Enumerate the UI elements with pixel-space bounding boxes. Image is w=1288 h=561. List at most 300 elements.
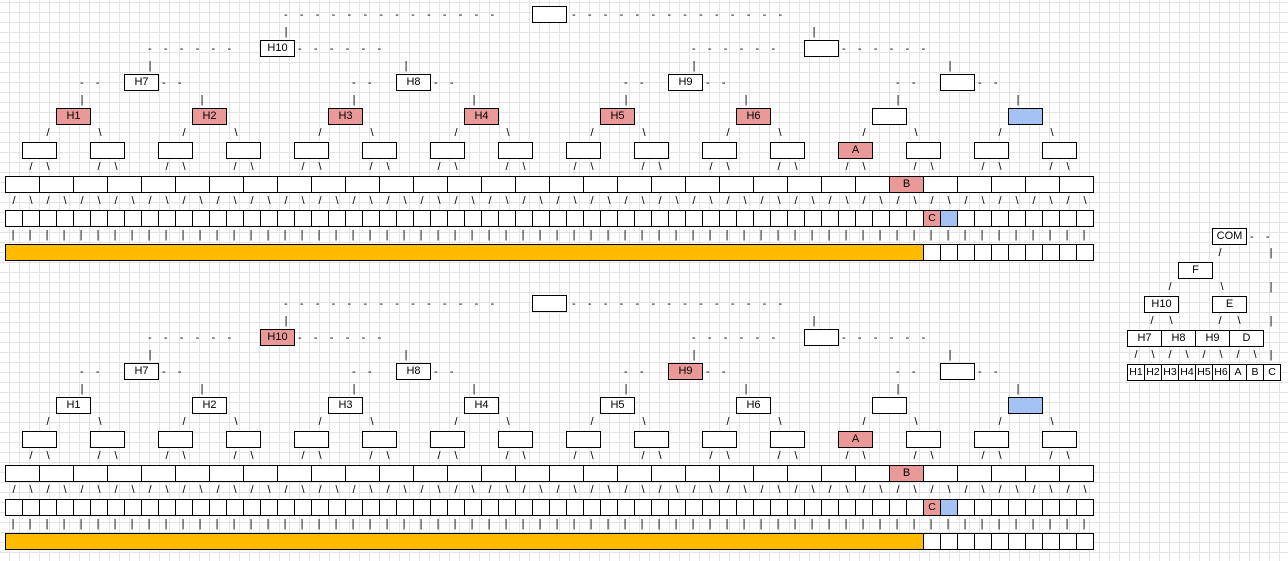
level2-dashes: - - <box>80 77 112 89</box>
level4-node <box>22 431 57 448</box>
leaf-node <box>1008 499 1026 516</box>
connector: / <box>726 484 730 496</box>
connector: | <box>691 518 695 530</box>
connector: / <box>845 161 849 173</box>
level4-node <box>158 142 193 159</box>
connector: | <box>572 229 576 241</box>
connector: | <box>96 229 100 241</box>
connector: | <box>1048 229 1052 241</box>
connector: | <box>521 229 525 241</box>
connector: | <box>538 229 542 241</box>
connector: \ <box>437 484 441 496</box>
level2-node: H9 <box>668 363 703 380</box>
level2-dashes: - - <box>434 366 466 378</box>
level3-node: H7 <box>1127 330 1162 347</box>
level4-node <box>294 142 329 159</box>
level5-node <box>685 176 720 193</box>
connector: | <box>80 383 84 395</box>
connector: | <box>692 349 696 361</box>
connector: \ <box>914 127 918 139</box>
level3-node <box>872 108 907 125</box>
connector: \ <box>199 484 203 496</box>
leaf-node: H3 <box>1161 364 1179 381</box>
connector: | <box>404 60 408 72</box>
level5-node <box>39 176 74 193</box>
connector: | <box>334 518 338 530</box>
level1-dashes: - - - - - - <box>148 332 244 344</box>
connector: | <box>812 315 816 327</box>
connector: | <box>402 518 406 530</box>
leaf-node <box>804 210 822 227</box>
level4-node <box>362 142 397 159</box>
level3-node: H9 <box>1195 330 1230 347</box>
connector: \ <box>743 484 747 496</box>
leaf-node <box>124 210 142 227</box>
connector: / <box>1049 161 1053 173</box>
connector: | <box>725 229 729 241</box>
e-node: E <box>1212 296 1247 313</box>
leaf-node: H4 <box>1178 364 1196 381</box>
leaf-node: C <box>923 499 941 516</box>
progress-cell <box>1008 244 1026 261</box>
connector: / <box>505 161 509 173</box>
level2-dashes: - - <box>624 77 656 89</box>
connector: | <box>674 518 678 530</box>
connector: \ <box>471 195 475 207</box>
leaf-node <box>872 499 890 516</box>
leaf-node <box>515 499 533 516</box>
connector: \ <box>573 484 577 496</box>
leaf-node <box>855 210 873 227</box>
connector: | <box>708 518 712 530</box>
connector: | <box>80 94 84 106</box>
connector: / <box>318 127 322 139</box>
level5-node <box>1059 465 1094 482</box>
connector: \ <box>46 450 50 462</box>
leaf-node <box>294 499 312 516</box>
connector: \ <box>506 127 510 139</box>
connector: / <box>97 450 101 462</box>
progress-cell <box>1076 244 1094 261</box>
root-dashes-left: - - - - - - - - - - - - - - <box>284 9 507 21</box>
connector: \ <box>318 450 322 462</box>
connector: | <box>130 518 134 530</box>
level5-node <box>379 465 414 482</box>
progress-cell <box>991 244 1009 261</box>
leaf-node <box>311 210 329 227</box>
connector: | <box>200 383 204 395</box>
level2-dashes: - - <box>352 366 384 378</box>
connector: | <box>472 94 476 106</box>
progress-bar <box>5 244 924 261</box>
level3-node: H1 <box>56 108 91 125</box>
level5-node <box>481 176 516 193</box>
connector: | <box>1082 229 1086 241</box>
connector: \ <box>114 450 118 462</box>
connector: | <box>249 229 253 241</box>
connector: | <box>759 518 763 530</box>
connector: | <box>1065 229 1069 241</box>
level5-node <box>991 176 1026 193</box>
connector: / <box>556 484 560 496</box>
connector: \ <box>63 195 67 207</box>
leaf-node <box>192 499 210 516</box>
connector: | <box>657 518 661 530</box>
level4-node <box>566 142 601 159</box>
connector: \ <box>642 416 646 428</box>
connector: | <box>45 229 49 241</box>
leaf-node <box>532 499 550 516</box>
leaf-node <box>447 499 465 516</box>
level5-node <box>1025 176 1060 193</box>
connector: \ <box>590 450 594 462</box>
connector: / <box>913 450 917 462</box>
level4-node <box>906 142 941 159</box>
level4-node <box>22 142 57 159</box>
connector: \ <box>233 484 237 496</box>
leaf-node <box>328 499 346 516</box>
leaf-node <box>685 499 703 516</box>
level2-dashes: - - <box>352 77 384 89</box>
level5-node <box>583 465 618 482</box>
level4-node <box>906 431 941 448</box>
connector: | <box>300 518 304 530</box>
connector: / <box>658 484 662 496</box>
leaf-node <box>770 499 788 516</box>
connector: \ <box>1220 281 1224 293</box>
leaf-node <box>1076 210 1094 227</box>
connector: | <box>487 229 491 241</box>
connector: | <box>623 229 627 241</box>
leaf-node <box>617 499 635 516</box>
leaf-node <box>73 210 91 227</box>
connector: | <box>79 518 83 530</box>
connector: / <box>641 161 645 173</box>
connector: / <box>46 416 50 428</box>
connector: \ <box>386 450 390 462</box>
connector: | <box>538 518 542 530</box>
connector: \ <box>981 195 985 207</box>
connector: / <box>505 450 509 462</box>
level5-node <box>549 176 584 193</box>
connector: \ <box>370 416 374 428</box>
leaf-node <box>651 499 669 516</box>
level1-dashes: - - - - - - <box>692 332 788 344</box>
connector: | <box>284 315 288 327</box>
connector: / <box>1066 484 1070 496</box>
connector: \ <box>505 195 509 207</box>
connector: / <box>1236 349 1240 361</box>
leaf-node <box>838 499 856 516</box>
connector: | <box>742 229 746 241</box>
connector: \ <box>1049 484 1053 496</box>
level5-node <box>209 176 244 193</box>
level3-node: H4 <box>464 108 499 125</box>
leaf-node <box>481 499 499 516</box>
connector: / <box>964 195 968 207</box>
level1-dashes: - - - - - - <box>842 43 938 55</box>
connector: | <box>1014 518 1018 530</box>
leaf-node: A <box>1229 364 1247 381</box>
leaf-node <box>549 499 567 516</box>
connector: \ <box>522 450 526 462</box>
connector: | <box>929 518 933 530</box>
connector: / <box>80 195 84 207</box>
leaf-node <box>532 210 550 227</box>
connector: / <box>454 127 458 139</box>
leaf-node <box>1059 210 1077 227</box>
connector: | <box>164 229 168 241</box>
level5-node <box>277 465 312 482</box>
connector: / <box>369 450 373 462</box>
connector: \ <box>1066 161 1070 173</box>
connector: / <box>862 127 866 139</box>
leaf-node <box>175 210 193 227</box>
leaf-node <box>345 499 363 516</box>
connector: | <box>744 383 748 395</box>
connector: | <box>1016 383 1020 395</box>
connector: / <box>318 416 322 428</box>
connector: | <box>472 383 476 395</box>
level5-node <box>719 465 754 482</box>
connector: | <box>504 518 508 530</box>
connector: / <box>522 195 526 207</box>
connector: | <box>640 229 644 241</box>
level4-node: A <box>838 431 873 448</box>
h10-node: H10 <box>1144 296 1179 313</box>
leaf-node <box>634 499 652 516</box>
level4-node <box>1042 142 1077 159</box>
connector: | <box>1082 518 1086 530</box>
leaf-node <box>345 210 363 227</box>
connector: / <box>590 195 594 207</box>
connector: \ <box>114 161 118 173</box>
progress-cell <box>1025 244 1043 261</box>
connector: / <box>828 195 832 207</box>
leaf-node <box>719 499 737 516</box>
leaf-node <box>90 499 108 516</box>
leaf-node <box>107 210 125 227</box>
leaf-node <box>56 210 74 227</box>
connector: | <box>946 229 950 241</box>
level5-node <box>243 465 278 482</box>
leaf-node <box>260 499 278 516</box>
progress-cell <box>1008 533 1026 550</box>
leaf-node <box>277 210 295 227</box>
leaf-node <box>668 499 686 516</box>
connector: \ <box>335 484 339 496</box>
level2-node <box>940 74 975 91</box>
connector: | <box>827 229 831 241</box>
level2-dashes: - - <box>978 366 1010 378</box>
leaf-node <box>39 499 57 516</box>
level5-node <box>311 465 346 482</box>
leaf-node <box>481 210 499 227</box>
level3-node: H8 <box>1161 330 1196 347</box>
progress-cell <box>974 244 992 261</box>
level2-dashes: - - <box>896 366 928 378</box>
root-dashes-right: - - - - - - - - - - - - - - <box>572 9 795 21</box>
connector: \ <box>63 484 67 496</box>
level2-dashes: - - <box>706 77 738 89</box>
leaf-node <box>974 499 992 516</box>
connector: \ <box>165 484 169 496</box>
connector: \ <box>573 195 577 207</box>
connector: \ <box>1015 195 1019 207</box>
connector: | <box>948 60 952 72</box>
level5-node <box>311 176 346 193</box>
connector: \ <box>947 195 951 207</box>
connector: \ <box>913 195 917 207</box>
connector: | <box>317 518 321 530</box>
leaf-node <box>821 499 839 516</box>
connector: | <box>284 26 288 38</box>
level5-node <box>923 465 958 482</box>
leaf-node: H1 <box>1127 364 1145 381</box>
connector: \ <box>879 484 883 496</box>
leaf-node <box>906 210 924 227</box>
connector: | <box>266 229 270 241</box>
connector: | <box>453 229 457 241</box>
connector: \ <box>642 127 646 139</box>
level1-dashes: - - - - - - <box>298 43 394 55</box>
f-node: F <box>1178 262 1213 279</box>
connector: \ <box>437 195 441 207</box>
level5-node <box>5 465 40 482</box>
leaf-node <box>56 499 74 516</box>
connector: / <box>148 195 152 207</box>
connector: | <box>1016 94 1020 106</box>
connector: | <box>232 229 236 241</box>
connector: / <box>930 484 934 496</box>
connector: \ <box>981 484 985 496</box>
connector: / <box>998 127 1002 139</box>
connector: / <box>114 484 118 496</box>
level4-node: A <box>838 142 873 159</box>
level4-node <box>158 431 193 448</box>
level3-node: H2 <box>192 397 227 414</box>
level5-node <box>73 465 108 482</box>
leaf-node <box>498 499 516 516</box>
connector: / <box>913 161 917 173</box>
connector: \ <box>913 484 917 496</box>
connector: | <box>1031 518 1035 530</box>
connector: | <box>878 229 882 241</box>
connector: | <box>896 383 900 395</box>
connector: | <box>997 229 1001 241</box>
connector: \ <box>318 161 322 173</box>
connector: \ <box>403 484 407 496</box>
level5-node <box>787 465 822 482</box>
leaf-node <box>991 210 1009 227</box>
connector: | <box>147 229 151 241</box>
leaf-node <box>889 499 907 516</box>
connector: | <box>572 518 576 530</box>
leaf-node <box>22 210 40 227</box>
connector: \ <box>505 484 509 496</box>
connector: \ <box>131 195 135 207</box>
leaf-node <box>1025 210 1043 227</box>
connector: / <box>981 450 985 462</box>
connector: / <box>182 416 186 428</box>
connector: | <box>725 518 729 530</box>
connector: | <box>352 94 356 106</box>
connector: \ <box>641 195 645 207</box>
progress-bar <box>5 533 924 550</box>
leaf-node <box>328 210 346 227</box>
level5-node <box>175 176 210 193</box>
connector: | <box>963 229 967 241</box>
level5-node: B <box>889 176 924 193</box>
connector: / <box>777 450 781 462</box>
connector: \ <box>658 161 662 173</box>
connector: \ <box>845 484 849 496</box>
leaf-node <box>787 210 805 227</box>
connector: | <box>419 229 423 241</box>
connector: | <box>28 229 32 241</box>
connector: / <box>862 416 866 428</box>
connector: \ <box>862 161 866 173</box>
leaf-node <box>583 210 601 227</box>
connector: \ <box>370 127 374 139</box>
connector: | <box>657 229 661 241</box>
level2-node: H7 <box>124 363 159 380</box>
connector: | <box>11 518 15 530</box>
level5-node <box>5 176 40 193</box>
connector: \ <box>97 195 101 207</box>
connector: / <box>216 484 220 496</box>
connector: | <box>1065 518 1069 530</box>
connector: \ <box>914 416 918 428</box>
connector: / <box>250 195 254 207</box>
level2-dashes: - - <box>624 366 656 378</box>
level4-node <box>634 431 669 448</box>
connector: | <box>912 229 916 241</box>
connector: / <box>12 484 16 496</box>
level5-node <box>1059 176 1094 193</box>
level5-node: B <box>889 465 924 482</box>
connector: / <box>1049 450 1053 462</box>
connector: | <box>385 518 389 530</box>
connector: | <box>215 229 219 241</box>
connector: \ <box>879 195 883 207</box>
progress-cell <box>991 533 1009 550</box>
connector: | <box>351 518 355 530</box>
connector: | <box>283 518 287 530</box>
connector: | <box>692 60 696 72</box>
level5-node <box>447 465 482 482</box>
level2-node <box>940 363 975 380</box>
level2-node: H7 <box>124 74 159 91</box>
connector: / <box>1134 349 1138 361</box>
connector: | <box>640 518 644 530</box>
level2-dashes: - - <box>896 77 928 89</box>
connector: \ <box>845 195 849 207</box>
level3-node: H5 <box>600 108 635 125</box>
connector: \ <box>998 161 1002 173</box>
connector: | <box>215 518 219 530</box>
leaf-node <box>413 499 431 516</box>
connector: \ <box>234 127 238 139</box>
connector: | <box>436 518 440 530</box>
leaf-node <box>1042 499 1060 516</box>
connector: / <box>301 161 305 173</box>
connector: / <box>522 484 526 496</box>
connector: / <box>896 195 900 207</box>
connector: | <box>759 229 763 241</box>
connector: \ <box>726 450 730 462</box>
connector: / <box>981 161 985 173</box>
